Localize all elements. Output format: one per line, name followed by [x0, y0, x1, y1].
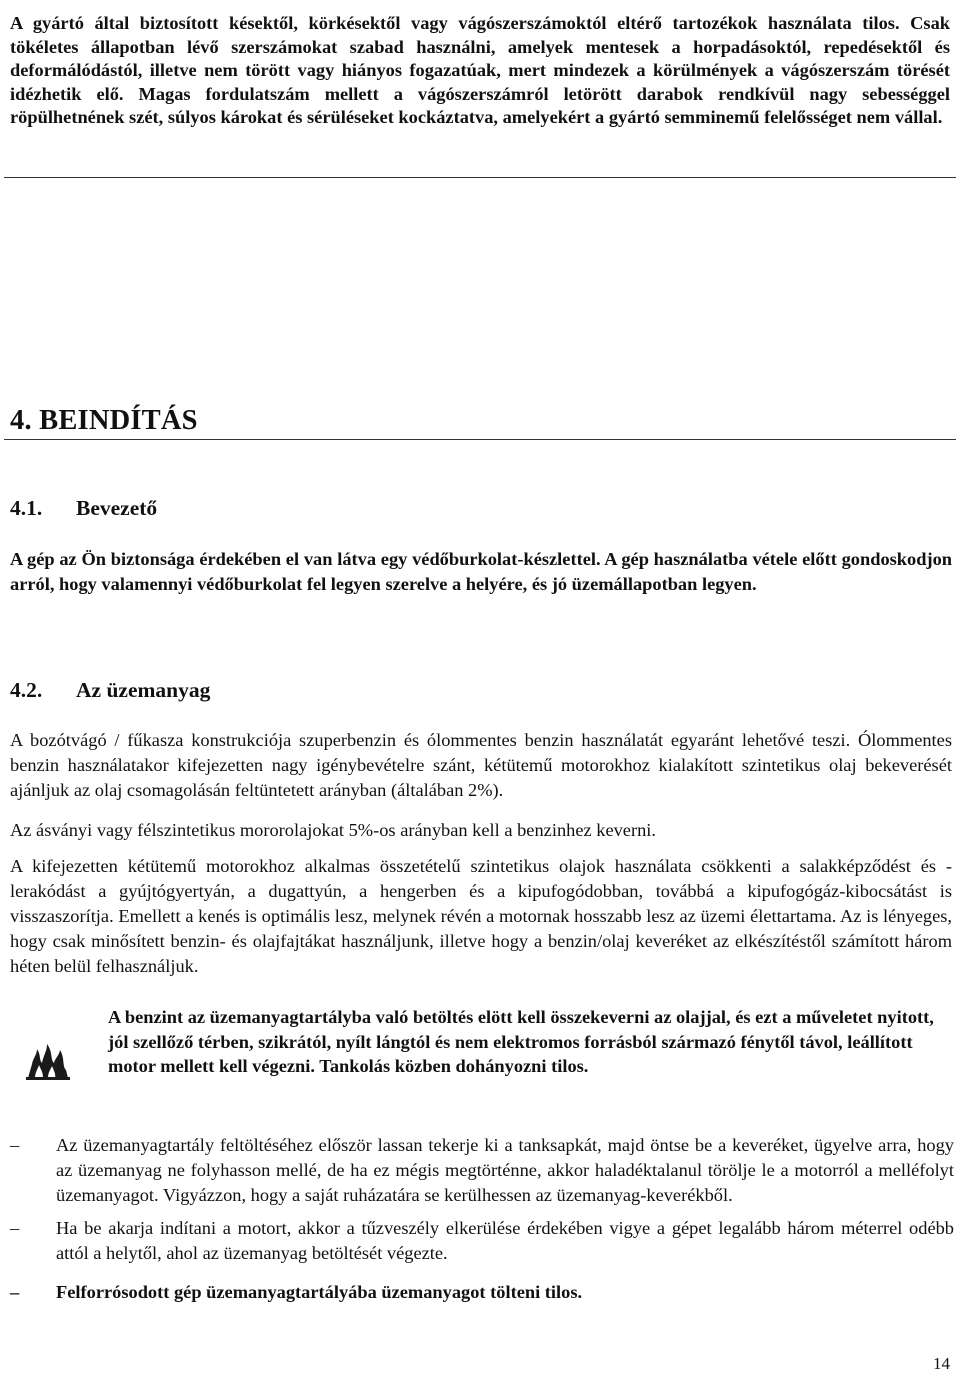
fire-safety-warning: A benzint az üzemanyagtartályba való betöltés elött kell összekeverni az olajjal, és ezt a műveletet nyitott, jól szellőző térben, szikrától, nyílt lángtól és nem elektromos forrásból származó fénytől távol, leállított motor mellett kell végezni. Tankolás közben dohányozni tilos.: [108, 1007, 934, 1076]
horizontal-divider: [4, 177, 956, 178]
refuel-instructions-list: [10, 1133, 954, 1305]
chapter-underline: [4, 439, 956, 440]
list-dash: –: [10, 1282, 20, 1302]
section-heading-intro: [10, 495, 157, 521]
list-item-text: Felforrósodott gép üzemanyagtartályába üzemanyagot tölteni tilos.: [56, 1282, 583, 1302]
tool-warning-paragraph: A gyártó által biztosított késektől, körkésektől vagy vágószerszámoktól eltérő tartozékok használata tilos. Csak tökéletes állapotban lévő szerszámokat szabad használni, amelyek mentesek a horpadásoktól, repedésektől és deformálódástól, illetve nem törött vagy hiányos fogazatúak, mert mindezek a körülmények a vágószerszám törését idézhetik elő. Magas fordulatszám mellett a vágószerszámról letörött darabok rendkívül nagy sebességgel röpülhetnének szét, súlyos károkat és sérüléseket kockáztatva, amelyekért a gyártó semminemű felelősséget nem vállal.: [10, 13, 950, 127]
list-item: [10, 1280, 954, 1305]
section-number: 4.2.: [10, 678, 43, 702]
list-item-text: Az üzemanyagtartály feltöltéséhez először lassan tekerje ki a tanksapkát, majd öntse be a keveréket, ügyelve arra, hogy az üzemanyag ne folyhasson mellé, de ha ez mégis megtörténne, akkor haladéktalanul törölje le a motorról a melléfolyt üzemanyagot. Vigyázzon, hogy a saját ruházatára se kerülhessen az üzemanyag-keverékből.: [56, 1135, 954, 1205]
list-item: [10, 1216, 954, 1266]
section-title: Az üzemanyag: [76, 678, 211, 702]
intro-paragraph: A gép az Ön biztonsága érdekében el van látva egy védőburkolat-készlettel. A gép használatba vétele előtt gondoskodjon arról, hogy valamennyi védőburkolat fel legyen szerelve a helyére, és jó üzemállapotban legyen.: [10, 549, 952, 594]
flame-icon: [24, 1034, 72, 1082]
section-heading-fuel: [10, 677, 210, 703]
list-dash: –: [10, 1218, 20, 1238]
list-item: [10, 1133, 954, 1208]
chapter-number: 4.: [10, 405, 32, 436]
fuel-paragraph: A bozótvágó / fűkasza konstrukciója szuperbenzin és ólommentes benzin használatát egyaránt lehetővé teszi. Ólommentes benzin használatakor kifejezetten nagy igénybevételre szánt, kétütemű motorokhoz kialakított szintetikus olaj bekeverését ajánljuk az olaj csomagolásán feltüntetett arányban (általában 2%).: [10, 730, 952, 800]
section-number: 4.1.: [10, 496, 43, 520]
list-dash: –: [10, 1135, 20, 1155]
section-title: Bevezető: [76, 496, 158, 520]
fuel-paragraph: Az ásványi vagy félszintetikus mororolajokat 5%-os arányban kell a benzinhez keverni.: [10, 820, 656, 840]
page-number: 14: [933, 1354, 950, 1373]
chapter-heading: [10, 404, 198, 438]
chapter-title: BEINDÍTÁS: [39, 405, 198, 436]
list-item-text: Ha be akarja indítani a motort, akkor a tűzveszély elkerülése érdekében vigye a gépet legalább három méterrel odébb attól a helytől, ahol az üzemanyag betöltését végezte.: [56, 1218, 954, 1263]
fuel-paragraph: A kifejezetten kétütemű motorokhoz alkalmas összetételű szintetikus olajok használata csökkenti a salakképződést és -lerakódást a gyújtógyertyán, a dugattyún, a hengerben és a kipufogódobban, továbbá a kipufogógáz-kibocsátást is visszaszorítja. Emellett a kenés is optimális lesz, melynek révén a motornak hosszabb lesz az üzemi élettartama. Az is lényeges, hogy csak minősített benzin- és olajfajtákat használjunk, illetve hogy a benzin/olaj keveréket az elkészítéstől számított három héten belül felhasználjuk.: [10, 856, 952, 976]
